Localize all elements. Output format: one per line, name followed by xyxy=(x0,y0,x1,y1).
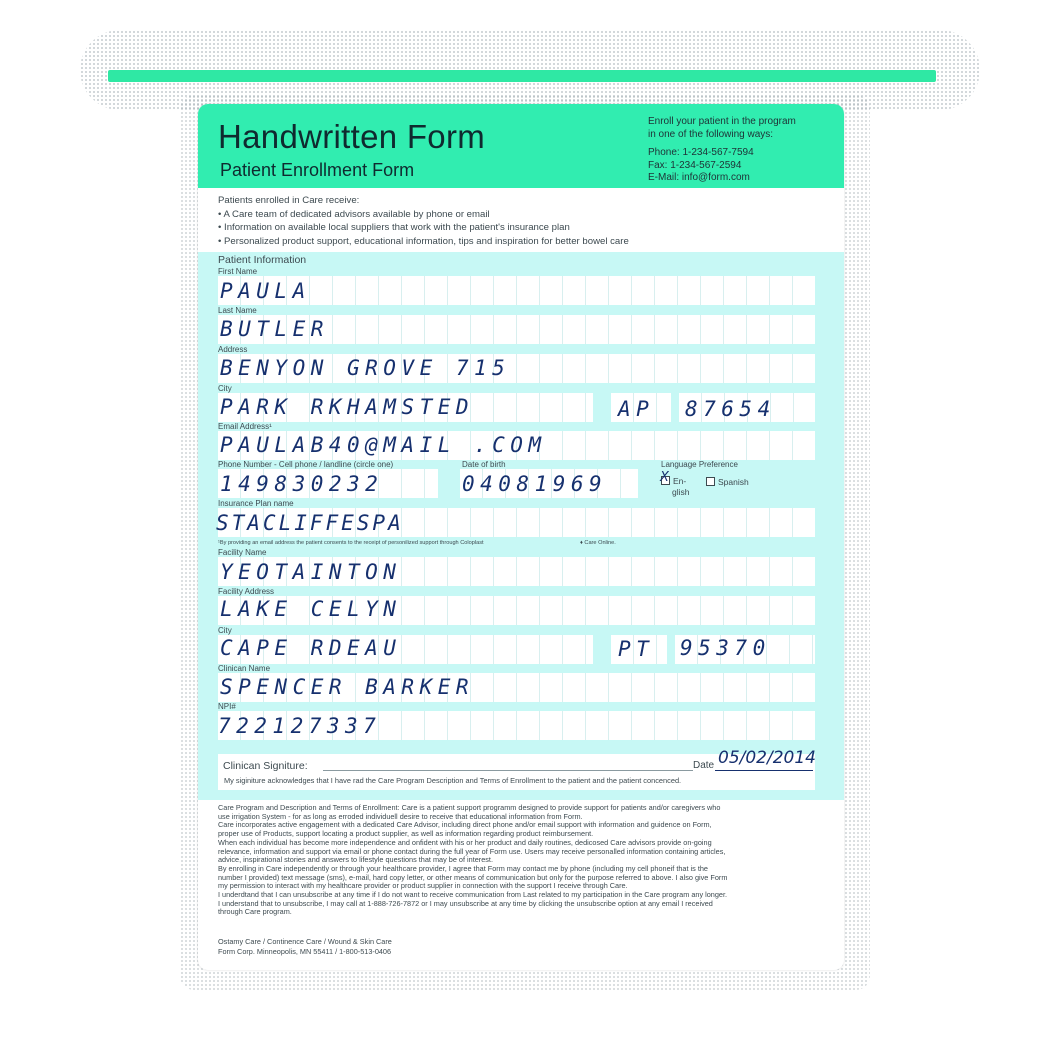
signature-date-value: 05/02/2014 xyxy=(718,748,816,768)
facility-state-value: PT xyxy=(618,637,655,661)
benefit-item: • A Care team of dedicated advisors available by phone or email xyxy=(218,208,490,220)
last-name-label: Last Name xyxy=(218,306,257,315)
facility-city-label: City xyxy=(218,626,232,635)
accent-bar xyxy=(108,70,936,82)
terms-line: By enrolling in Care independently or through your healthcare provider, I agree that Form may contact me by phone (including my cell phoneif that is the xyxy=(218,863,708,873)
enroll-instruction-1: Enroll your patient in the program xyxy=(648,116,796,127)
form-footer xyxy=(218,937,392,956)
terms-line: When each individual has become more independence and onfident with his or her product and daily routines, dedicosed Care advisors provide on-going xyxy=(218,837,712,847)
email-value: PAULAB40@MAIL .COM xyxy=(220,433,547,457)
clinician-name-value: SPENCER BARKER xyxy=(220,675,475,699)
spanish-option[interactable] xyxy=(706,477,749,487)
terms-line: my permission to interact with my healthcare provider or product supplier in connection with the support I receive through Care. xyxy=(218,881,628,891)
zip-value: 87654 xyxy=(685,397,776,421)
footer-corp-address: Form Corp. Minneopolis, MN 55411 / 1-800-513-0406 xyxy=(218,946,392,956)
dob-label: Date of birth xyxy=(462,460,506,469)
terms-line: number I provided) text message (sms), e-mail, hard copy letter, or other means of communication but only for the purpose referred to above. I also give Form xyxy=(218,872,728,882)
facility-zip-value: 95370 xyxy=(680,636,771,660)
spanish-checkbox[interactable] xyxy=(706,477,715,486)
terms-line: I underdtand that I can unsubscribe at any time if I do not want to receive communication from Last related to my participation in the Care program any longer. xyxy=(218,890,728,900)
terms-line: relevance, information and support via email or phone contact during the full year of Form use. Users may receive personalled information containing articles, xyxy=(218,846,726,856)
english-label-cont: glish xyxy=(672,487,690,497)
terms-line: through Care program. xyxy=(218,907,292,917)
date-label: Date xyxy=(693,760,715,771)
npi-label: NPI# xyxy=(218,702,236,711)
consent-note-2: ♦ Care Online. xyxy=(580,540,616,546)
benefit-item: • Information on available local suppliers that work with the patient's insurance plan xyxy=(218,222,570,233)
first-name-label: First Name xyxy=(218,267,258,276)
consent-note: ¹By providing an email address the patient consents to the receipt of personilized support through Coloplast xyxy=(218,540,484,546)
terms-line: use irrigation System - for as long as erroded individuell desire to receive that educational information from Form. xyxy=(218,811,583,821)
last-name-value: BUTLER xyxy=(220,317,329,341)
city-label: City xyxy=(218,384,232,393)
enroll-instruction-2: in one of the following ways: xyxy=(648,128,774,140)
phone-value: 149830232 xyxy=(220,472,384,496)
dob-value: 04081969 xyxy=(462,472,608,496)
benefit-item: • Personalized product support, educational information, tips and inspiration for better bowel care xyxy=(218,235,629,247)
address-value: BENYON GROVE 715 xyxy=(220,356,511,380)
acknowledgement-text: My siginiture acknowledges that I have rad the Care Program Description and Terms of Enrollment to the patient and the patient concenced. xyxy=(224,776,682,785)
terms-line: Care incorporates active engagement with a dedicated Care Advisor, including direct phone and/or email support with information and guidence on Form, xyxy=(218,820,712,830)
enrollment-form-sheet xyxy=(198,104,844,970)
spanish-label: Spanish xyxy=(718,477,749,487)
contact-fax: Fax: 1-234-567-2594 xyxy=(648,159,742,171)
form-subtitle: Patient Enrollment Form xyxy=(220,160,415,180)
english-checkmark: X xyxy=(660,470,669,485)
insurance-value: STACLIFFESPA xyxy=(216,511,404,535)
clinician-name-label: Clinican Name xyxy=(218,664,271,673)
terms-line: advice, inspirational stories and answers to lifestyle questions that may be of interest. xyxy=(218,855,493,865)
address-label: Address xyxy=(218,345,248,354)
email-label: Email Address¹ xyxy=(218,422,272,431)
city-value: PARK RKHAMSTED xyxy=(220,395,475,419)
patient-section-label: Patient Information xyxy=(218,254,307,266)
signature-label: Clinican Signiture: xyxy=(223,760,308,772)
date-line[interactable] xyxy=(715,770,813,771)
contact-info xyxy=(648,116,838,185)
terms-line: Care Program and Description and Terms of Enrollment: Care is a patient support programm designed to provide support for patients and/or caregivers who xyxy=(218,803,721,812)
terms-line: I understand that to unsubscribe, I may call at 1-888-726-7872 or I may unsubscribe at any time by clicking the unsubscribe option at any email I received xyxy=(218,898,713,908)
insurance-label: Insurance Plan name xyxy=(218,499,294,508)
contact-phone: Phone: 1-234-567-7594 xyxy=(648,147,754,158)
english-label: En- xyxy=(673,476,687,486)
form-header xyxy=(198,104,844,188)
state-value: AP xyxy=(618,397,655,421)
facility-address-value: LAKE CELYN xyxy=(220,597,402,621)
language-label: Language Preference xyxy=(661,460,738,469)
facility-city-value: CAPE RDEAU xyxy=(220,636,402,660)
benefits-heading: Patients enrolled in Care receive: xyxy=(218,195,360,206)
facility-address-label: Facility Address xyxy=(218,587,275,596)
terms-line: proper use of Products, support locating a product supplier, as well as information regarding product reimbursement. xyxy=(218,829,594,839)
signature-box xyxy=(218,748,816,790)
facility-name-label: Facility Name xyxy=(218,548,267,557)
footer-care-lines: Ostamy Care / Continence Care / Wound & Skin Care xyxy=(218,937,392,946)
phone-label: Phone Number - Cell phone / landline (circle one) xyxy=(218,460,394,469)
npi-value: 722127337 xyxy=(218,714,382,738)
form-title: Handwritten Form xyxy=(218,118,486,155)
contact-email: E-Mail: info@form.com xyxy=(648,172,750,183)
terms-text xyxy=(218,804,818,917)
benefits-intro xyxy=(218,194,629,248)
facility-name-value: YEOTAINTON xyxy=(220,560,402,584)
first-name-value: PAULA xyxy=(220,279,311,303)
signature-line[interactable] xyxy=(323,770,693,771)
